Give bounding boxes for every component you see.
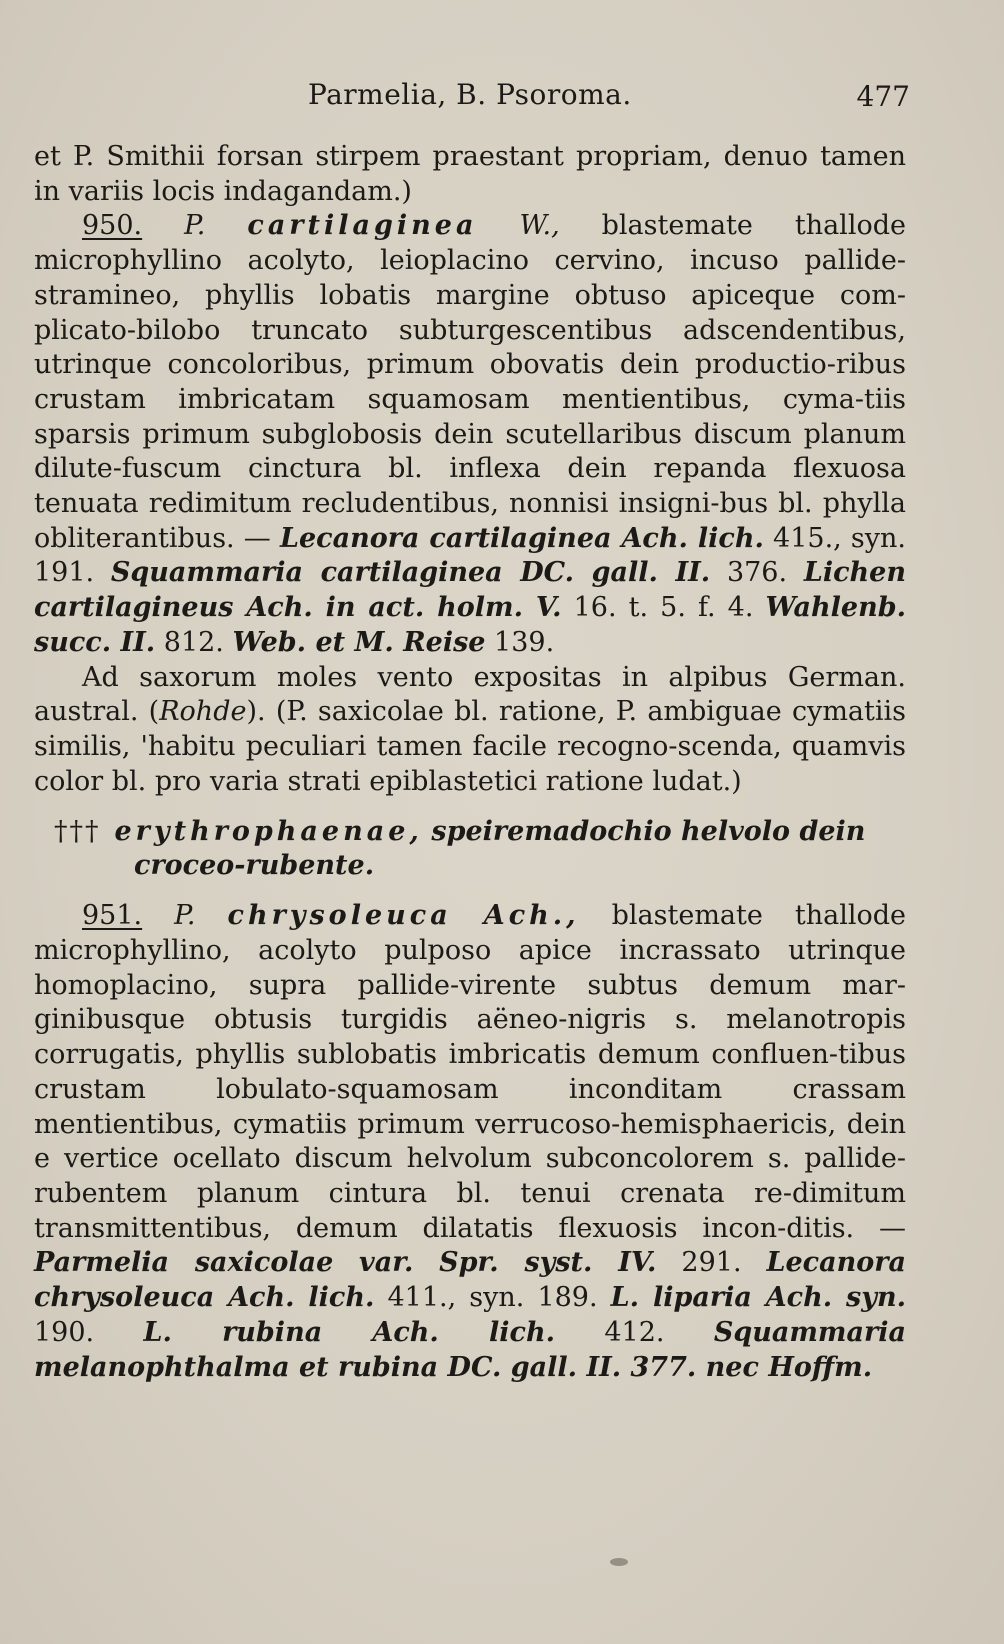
entry-description: blastemate thallode microphyllino acolyto, leioplacino cervino, incuso pallide-stramineo, phyllis lobatis margine obtuso apiceque com-plicato-bilobo truncato subturgescentibus adscendentibus, utrinque concoloribus, primum obovatis dein productio-ribus crustam imbricatam squamosam mentientibus, cyma-tiis sparsis primum subglobosis dein scutellaribus discum planum dilute-fuscum cinctura bl. inflexa dein repanda flexuosa tenuata redimitum recludentibus, nonnisi insigni-bus bl. phylla obliterantibus. — — [34, 210, 906, 554]
running-title: Parmelia, B. Psoroma. — [308, 78, 632, 111]
synonym: L. rubina Ach. lich. — [143, 1316, 555, 1348]
habitat-text-cont: ). (P. saxicolae bl. ratione, P. ambiguae cymatiis similis, 'habitu peculiari tamen facile recogno-scenda, quamvis color bl. pro varia strati epiblastetici ratione ludat.) — [34, 696, 907, 797]
synonym-ref: 812. — [163, 626, 224, 658]
page-header — [300, 78, 920, 118]
synonym: Web. et M. Reise — [232, 626, 486, 658]
synonym-ref: 16. t. 5. f. 4. — [573, 592, 754, 624]
synonym: Parmelia saxicolae var. Spr. syst. IV. — [34, 1247, 657, 1279]
section-name: erythrophaenae, — [114, 816, 423, 848]
entry-description: blastemate thallode microphyllino, acolyto pulposo apice incrassato utrinque homoplacino, supra pallide-virente subtus demum mar-ginibusque obtusis turgidis aëneo-nigris s. melanotropis corrugatis, phyllis sublobatis imbricatis demum confluen-tibus crustam lobulato-squamosam inconditam crassam mentientibus, cymatiis primum verrucoso-hemisphaericis, dein e vertice ocellato discum helvolum subconcolorem s. pallide-rubentem planum cintura bl. tenui crenata re-dimitum transmittentibus, demum dilatatis flexuosis incon-ditis. — — [34, 900, 907, 1244]
entry-951 — [34, 899, 906, 1385]
species-name: chrysoleuca — [227, 900, 452, 932]
synonym: Lichen cartilagineus Ach. in act. holm. V. — [34, 557, 906, 624]
synonym-ref: 190. — [34, 1316, 95, 1348]
section-description: speiremadochio helvolo dein croceo-rubente. — [134, 816, 866, 882]
genus-abbrev: P. — [184, 210, 206, 242]
synonym: Squammaria cartilaginea DC. gall. II. — [110, 557, 711, 589]
entry-950 — [34, 209, 906, 660]
species-author: W., — [519, 210, 560, 242]
synonym: L. liparia Ach. syn. — [610, 1282, 906, 1314]
ink-smudge — [610, 1558, 628, 1566]
dagger-marks: ††† — [54, 816, 101, 848]
species-name: cartilaginea — [247, 210, 478, 242]
synonym-ref: 412. — [604, 1316, 665, 1348]
page-number: 477 — [856, 80, 910, 113]
synonym: Wahlenb. succ. II. — [34, 592, 906, 658]
entry-number: 951. — [82, 900, 143, 932]
paragraph-continuation: et P. Smithii forsan stirpem praestant propriam, denuo tamen in variis locis indagandam.) — [34, 141, 906, 207]
synonym-ref: 291. — [681, 1247, 742, 1279]
species-author: Ach., — [483, 900, 580, 932]
genus-abbrev: P. — [174, 900, 196, 932]
synonym-ref: 411., syn. 189. — [387, 1282, 598, 1314]
collector-name: Rohde — [159, 696, 247, 728]
entry-number: 950. — [82, 210, 143, 242]
synonym: Lecanora chrysoleuca Ach. lich. — [34, 1247, 906, 1314]
synonym-ref: 139. — [494, 626, 555, 658]
habitat-text: Ad saxorum moles vento expositas in alpibus German. austral. ( — [34, 661, 906, 728]
section-heading — [54, 815, 906, 883]
body-text — [34, 140, 906, 1385]
synonym: Squammaria melanophthalma et rubina DC. gall. II. 377. nec Hoffm. — [34, 1316, 906, 1383]
synonym: Lecanora cartilaginea Ach. lich. — [279, 522, 764, 554]
habitat-paragraph — [34, 661, 906, 800]
synonym-ref: 376. — [726, 557, 788, 589]
synonym-ref: 415., syn. 191. — [34, 522, 906, 589]
